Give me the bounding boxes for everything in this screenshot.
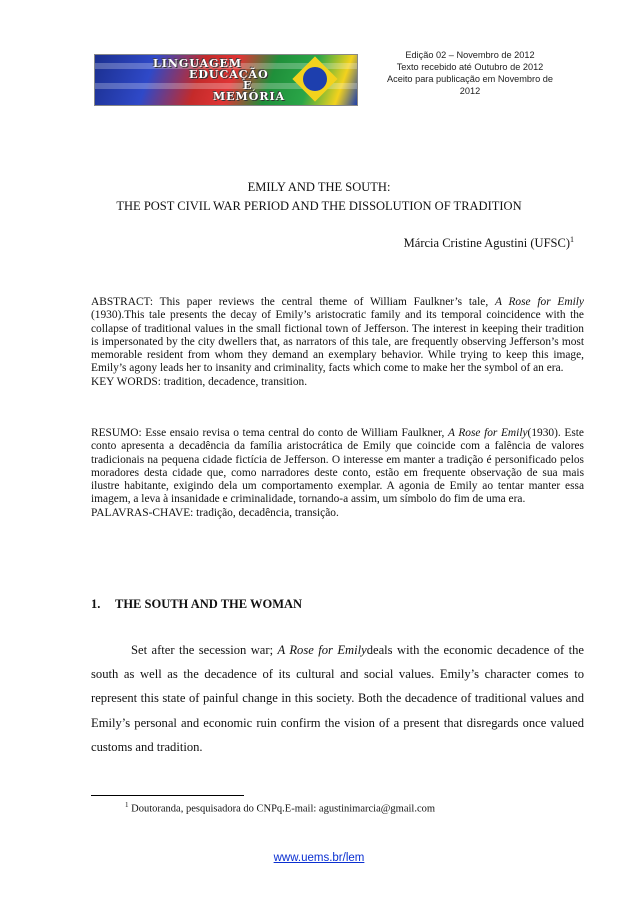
journal-logo: [94, 54, 358, 106]
resumo-text-after: (1930). Este conto apresenta a decadência da família aristocrática de Emily que coincide com a falência de valores tradicionais na pequena cidade fictícia de Jefferson. O interesse em manter a tradição é personificado pelos moradores desta cidade que, como narradores deste conto, estão em frequente observação de sua mais ilustre habitante, exigindo dela um comportamento exemplar. A agonia de Emily ao tentar manter essa imagem, a leva à insanidade e criminalidade, tornando-a assim, um símbolo do fim de uma era.: [91, 427, 584, 506]
resumo-keywords: PALAVRAS-CHAVE: tradição, decadência, transição.: [91, 506, 339, 519]
received-line: Texto recebido até Outubro de 2012: [396, 62, 544, 72]
author-name: Márcia Cristine Agustini (UFSC): [403, 236, 570, 251]
edition-info: [370, 49, 570, 97]
logo-text-line2: EDUCAÇÃO: [189, 68, 269, 81]
author-footnote-mark: 1: [570, 235, 574, 244]
section-body: [91, 638, 584, 759]
section-title: THE SOUTH AND THE WOMAN: [115, 597, 303, 611]
footnote: [125, 801, 435, 815]
footnote-rule: [91, 795, 244, 796]
resumo-text-before: Esse ensaio revisa o tema central do conto de William Faulkner,: [141, 427, 448, 439]
abstract: [91, 296, 584, 389]
edition-line: Edição 02 – Novembro de 2012: [405, 50, 535, 60]
logo-text-line1: LINGUAGEM: [153, 57, 243, 70]
paper-title-line2: THE POST CIVIL WAR PERIOD AND THE DISSOLUTION OF TRADITION: [116, 199, 522, 213]
body-text-after: deals with the economic decadence of the south as well as the decadence of its cultural and social values. Emily’s character comes to represent this state of painful change in this society. Both the decadence of traditional values and Emily’s personal and economic ruin confirm the vision of a present that disregards once valued customs and tradition.: [91, 643, 584, 754]
author: [404, 235, 574, 251]
body-text-before: Set after the secession war;: [131, 643, 278, 657]
footer-link[interactable]: www.uems.br/lem: [273, 852, 365, 864]
abstract-work-title: A Rose for Emily: [494, 296, 584, 308]
abstract-text-before: This paper reviews the central theme of William Faulkner’s tale,: [153, 296, 495, 308]
abstract-text-after: (1930).This tale presents the decay of Emily’s aristocratic family and its temporal coincidence with the collapse of traditional values in the small fictional town of Jefferson. The interest in keeping their tradition is impersonated by the city dwellers that, as narrators of this tale, are frequently observing Jefferson’s most memorable resident from whom they demand an exemplary behavior. While trying to keep this image, Emily’s agony leads her to insanity and criminality, facts which come to make her the symbol of an era.: [91, 309, 584, 375]
section-number: 1.: [91, 597, 101, 611]
footnote-text: Doutoranda, pesquisadora do CNPq.E-mail: agustinimarcia@gmail.com: [128, 803, 436, 815]
resumo: [91, 427, 584, 520]
resumo-work-title: A Rose for Emily: [447, 427, 528, 439]
logo-text-line3: E: [243, 79, 253, 92]
resumo-label: RESUMO:: [91, 427, 142, 439]
abstract-keywords: KEY WORDS: tradition, decadence, transition.: [91, 375, 308, 388]
paper-title-line1: EMILY AND THE SOUTH:: [247, 180, 391, 194]
section-heading: [91, 597, 302, 612]
accepted-year-line: 2012: [459, 86, 481, 96]
abstract-label: ABSTRACT:: [91, 296, 154, 308]
accepted-line: Aceito para publicação em Novembro de: [387, 74, 553, 84]
footnote-mark: 1: [125, 801, 129, 809]
logo-text-line4: MEMÓRIA: [213, 90, 286, 103]
body-work-title: A Rose for Emily: [277, 643, 367, 657]
